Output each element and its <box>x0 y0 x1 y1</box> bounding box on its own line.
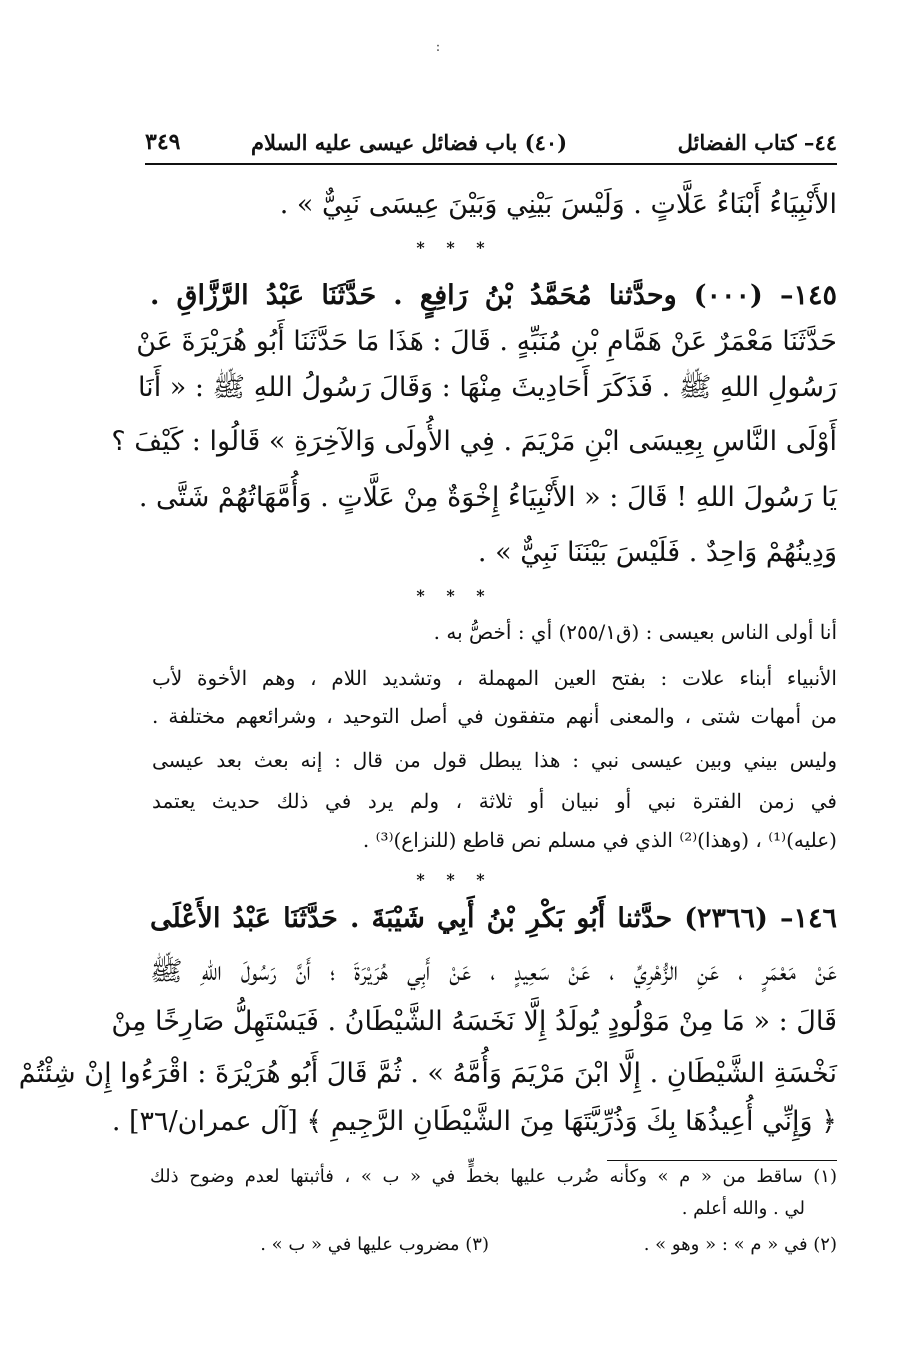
footnote-divider <box>607 1160 837 1161</box>
note-line-5: في زمن الفترة نبي أو نبيان أو ثلاثة ، ولم يرد في ذلك حديث يعتمد <box>152 789 837 813</box>
hadith-145-line-6: وَدِينُهُمْ وَاحِدٌ . فَلَيْسَ بَيْنَنَا نَبِيٌّ » . <box>477 537 837 568</box>
note-line-4: وليس بيني وبين عيسى نبي : هذا يبطل قول من قال : إنه بعث بعد عيسى <box>152 748 837 772</box>
hadith-145-line-2: حَدَّثَنَا مَعْمَرٌ عَنْ هَمَّامِ بْنِ مُنَبِّهٍ . قَالَ : هَذَا مَا حَدَّثَنَا أَبُو هُرَيْرَةَ عَنْ <box>136 326 837 357</box>
hadith-146-line-4: نَخْسَةِ الشَّيْطَانِ . إِلَّا ابْنَ مَرْيَمَ وَأُمَّهُ » . ثُمَّ قَالَ أَبُو هُرَيْرَةَ : اقْرَءُوا إِنْ شِئْتُمْ <box>18 1058 837 1089</box>
footnote-1-line-2: لي . والله أعلم . <box>681 1198 805 1219</box>
hadith-146-line-5: ﴿ وَإِنِّي أُعِيذُهَا بِكَ وَذُرِّيَّتَهَا مِنَ الشَّيْطَانِ الرَّجِيمِ ﴾ [آل عمران/٣٦] . <box>111 1106 837 1137</box>
note-line-3: من أمهات شتى ، والمعنى أنهم متفقون في أصل التوحيد ، وشرائعهم مختلفة . <box>152 704 837 728</box>
header-divider <box>145 163 837 165</box>
running-header <box>145 122 837 162</box>
chapter-title: (٤٠) باب فضائل عيسى عليه السلام <box>250 129 568 155</box>
note-line-1: أنا أولى الناس بعيسى : (ق٢٥٥/١) أي : أخصُّ به . <box>433 620 837 644</box>
footnote-3: (٣) مضروب عليها في « ب » . <box>260 1234 489 1255</box>
note-line-2: الأنبياء أبناء علات : بفتح العين المهملة ، وتشديد اللام ، وهم الأخوة لأب <box>152 666 837 690</box>
book-title: ٤٤– كتاب الفضائل <box>677 129 837 155</box>
hadith-145-line-5: يَا رَسُولَ اللهِ ! قَالَ : « الأَنْبِيَاءُ إِخْوَةٌ مِنْ عَلَّاتٍ . وَأُمَّهَاتُهُمْ شَتَّى . <box>138 482 837 513</box>
top-mark: : <box>435 39 441 55</box>
footnote-2: (٢) في « م » : « وهو » . <box>643 1234 837 1255</box>
page-number: ٣٤٩ <box>145 129 181 155</box>
separator-2: * * * <box>416 586 493 605</box>
footnote-1-line-1: (١) ساقط من « م » وكأنه ضُرب عليها بخطٍّ في « ب » ، فأثبتها لعدم وضوح ذلك <box>150 1166 837 1187</box>
hadith-prev-end: الأَنْبِيَاءُ أَبْنَاءُ عَلَّاتٍ . وَلَيْسَ بَيْنِي وَبَيْنَ عِيسَى نَبِيٌّ » . <box>279 189 837 220</box>
separator-3: * * * <box>416 870 493 889</box>
hadith-146-line-3: قَالَ : « مَا مِنْ مَوْلُودٍ يُولَدُ إِلَّا نَخَسَهُ الشَّيْطَانُ . فَيَسْتَهِلُّ صَارِخًا مِنْ <box>111 1006 837 1037</box>
hadith-145-line-4: أَوْلَى النَّاسِ بِعِيسَى ابْنِ مَرْيَمَ . فِي الأُولَى وَالآخِرَةِ » قَالُوا : كَيْفَ ؟ <box>111 426 837 457</box>
hadith-145-line-3: رَسُولِ اللهِ ﷺ . فَذَكَرَ أَحَادِيثَ مِنْهَا : وَقَالَ رَسُولُ اللهِ ﷺ : « أَنَا <box>137 372 837 403</box>
note-line-6: (عليه)⁽¹⁾ ، (وهذا)⁽²⁾ الذي في مسلم نص قاطع (للنزاع)⁽³⁾ . <box>362 828 837 852</box>
hadith-146-line-2: عَنْ مَعْمَرٍ ، عَنِ الزُّهْرِيِّ ، عَنْ سَعِيدٍ ، عَنْ أَبِي هُرَيْرَةَ ؛ أَنَّ رَسُولَ اللهِ ﷺ <box>150 956 837 987</box>
separator-1: * * * <box>416 238 493 257</box>
hadith-146-line-1: ١٤٦– (٢٣٦٦) حدَّثنا أَبُو بَكْرِ بْنُ أَبِي شَيْبَةَ . حَدَّثَنَا عَبْدُ الأَعْلَى <box>150 903 837 934</box>
hadith-145-line-1: ١٤٥– (٠٠٠) وحدَّثنا مُحَمَّدُ بْنُ رَافِعٍ . حَدَّثَنَا عَبْدُ الرَّزَّاقِ . <box>150 280 837 311</box>
